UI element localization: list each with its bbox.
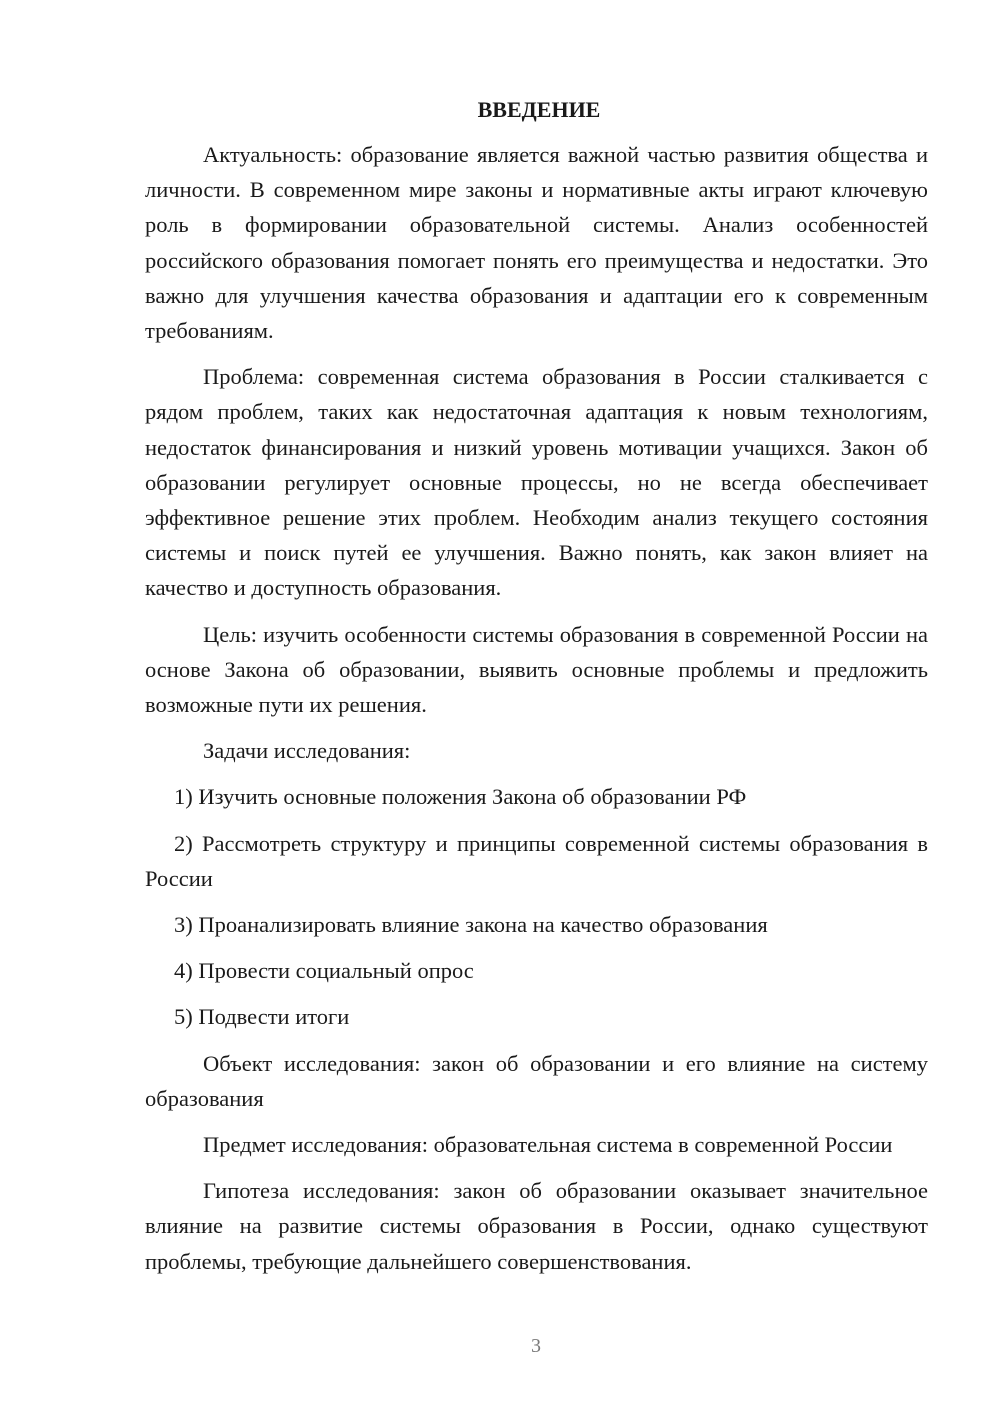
tasks-heading: Задачи исследования:: [203, 738, 411, 764]
paragraph-subject: Предмет исследования: образовательная система в современной России: [203, 1132, 893, 1158]
page-title: ВВЕДЕНИЕ: [477, 97, 601, 122]
task-item: 2) Рассмотреть структуру и принципы современной системы образования в России: [145, 830, 928, 891]
task-item: 1) Изучить основные положения Закона об образовании РФ: [174, 784, 747, 810]
document-page: [145, 92, 928, 1279]
paragraph-object: Объект исследования: закон об образовании и его влияние на систему образования: [145, 1050, 928, 1111]
task-item: 4) Провести социальный опрос: [174, 958, 474, 984]
task-item: 5) Подвести итоги: [174, 1004, 350, 1030]
paragraph-hypothesis: Гипотеза исследования: закон об образовании оказывает значительное влияние на развитие системы образования в России, однако существуют проблемы, требующие дальнейшего совершенствования.: [145, 1178, 928, 1274]
paragraph-relevance: Актуальность: образование является важной частью развития общества и личности. В современном мире законы и нормативные акты играют ключевую роль в формировании образовательной системы. Анализ особенностей российского образования помогает понять его преимущества и недостатки. Это важно для улучшения качества образования и адаптации его к современным требованиям.: [145, 142, 928, 344]
paragraph-problem: Проблема: современная система образования в России сталкивается с рядом проблем, таких как недостаточная адаптация к новым технологиям, недостаток финансирования и низкий уровень мотивации учащихся. Закон об образовании регулирует основные процессы, но не всегда обеспечивает эффективное решение этих проблем. Необходим анализ текущего состояния системы и поиск путей ее улучшения. Важно понять, как закон влияет на качество и доступность образования.: [145, 364, 928, 601]
paragraph-goal: Цель: изучить особенности системы образования в современной России на основе Закона об образовании, выявить основные проблемы и предложить возможные пути их решения.: [145, 621, 928, 718]
task-item: 3) Проанализировать влияние закона на качество образования: [174, 912, 768, 938]
page-number: 3: [531, 1335, 541, 1357]
